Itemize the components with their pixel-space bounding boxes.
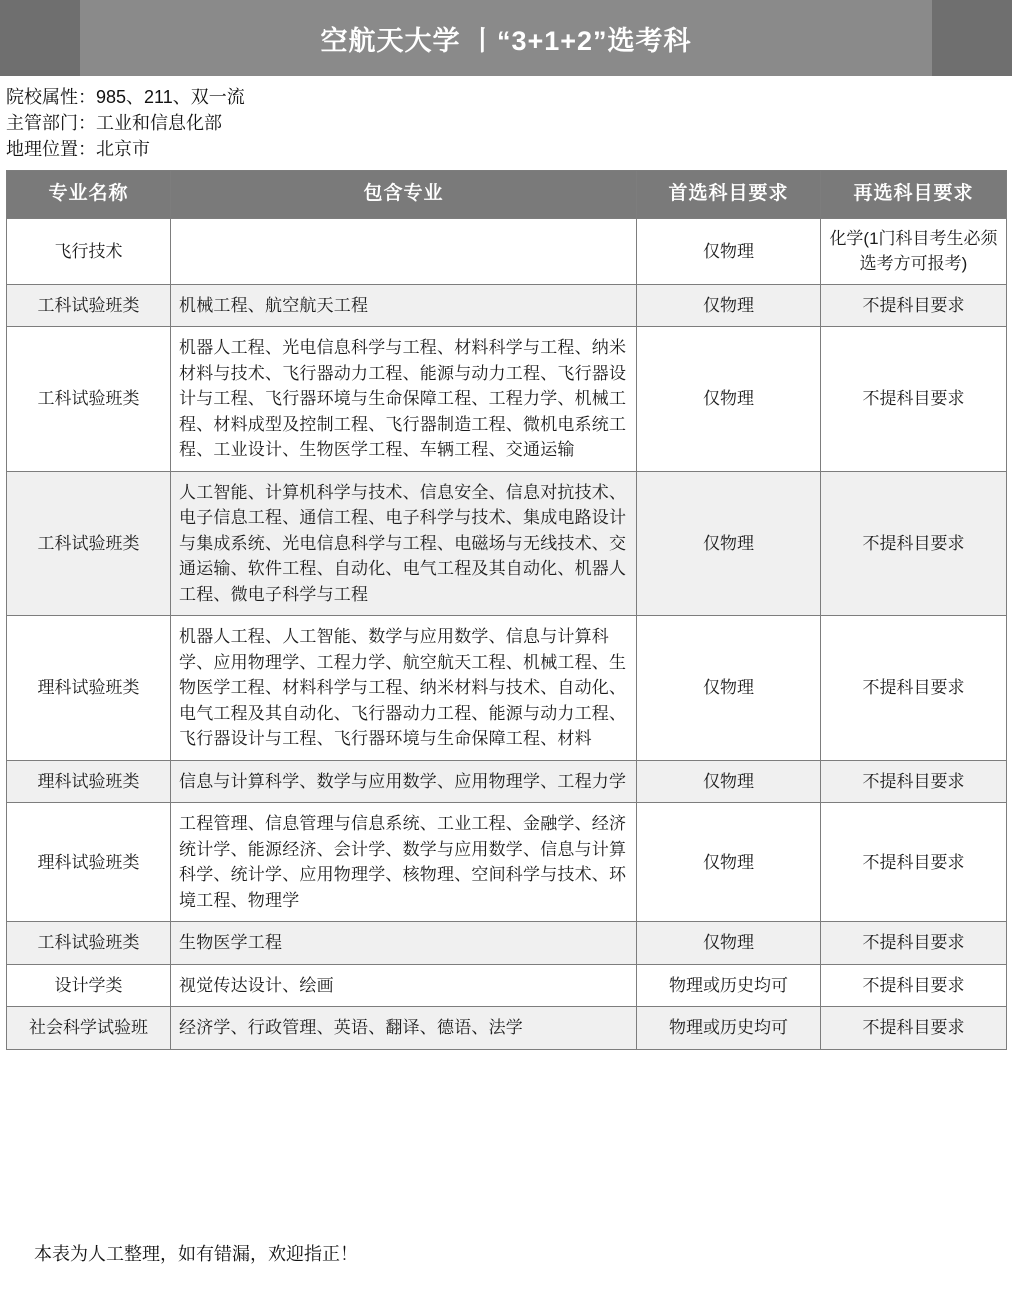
- cell-included: 机器人工程、光电信息科学与工程、材料科学与工程、纳米材料与技术、飞行器动力工程、能源与动力工程、飞行器设计与工程、飞行器环境与生命保障工程、工程力学、机械工程、材料成型及控制工程、飞行器制造工程、微机电系统工程、工业设计、生物医学工程、车辆工程、交通运输: [171, 327, 637, 472]
- table-row: [7, 327, 1007, 472]
- table-row: [7, 1007, 1007, 1050]
- cell-first-subject: 仅物理: [637, 471, 821, 616]
- page-header: [0, 0, 1012, 76]
- cell-included: 经济学、行政管理、英语、翻译、德语、法学: [171, 1007, 637, 1050]
- cell-major: 工科试验班类: [7, 284, 171, 327]
- cell-second-subject: 不提科目要求: [821, 616, 1007, 761]
- cell-included: [171, 218, 637, 284]
- cell-included: 人工智能、计算机科学与技术、信息安全、信息对抗技术、电子信息工程、通信工程、电子科学与技术、集成电路设计与集成系统、光电信息科学与工程、电磁场与无线技术、交通运输、软件工程、自动化、电气工程及其自动化、机器人工程、微电子科学与工程: [171, 471, 637, 616]
- column-header-first-subject: 首选科目要求: [637, 171, 821, 219]
- page-title: 空航天大学 丨“3+1+2”选考科: [320, 25, 692, 56]
- cell-second-subject: 不提科目要求: [821, 803, 1007, 922]
- cell-second-subject: 不提科目要求: [821, 471, 1007, 616]
- meta-line-location: 地理位置：北京市: [6, 139, 150, 160]
- cell-included: 工程管理、信息管理与信息系统、工业工程、金融学、经济统计学、能源经济、会计学、数学与应用数学、信息与计算科学、统计学、应用物理学、核物理、空间科学与技术、环境工程、物理学: [171, 803, 637, 922]
- table-header-row: [7, 171, 1007, 219]
- table-row: [7, 922, 1007, 965]
- table-row: [7, 284, 1007, 327]
- cell-major: 飞行技术: [7, 218, 171, 284]
- cell-second-subject: 不提科目要求: [821, 284, 1007, 327]
- school-meta: [0, 76, 1012, 164]
- footnote: 本表为人工整理，如有错漏，欢迎指正！: [34, 1244, 358, 1264]
- cell-included: 机械工程、航空航天工程: [171, 284, 637, 327]
- cell-second-subject: 不提科目要求: [821, 964, 1007, 1007]
- cell-first-subject: 物理或历史均可: [637, 1007, 821, 1050]
- cell-included: 生物医学工程: [171, 922, 637, 965]
- table-row: [7, 964, 1007, 1007]
- cell-included: 机器人工程、人工智能、数学与应用数学、信息与计算科学、应用物理学、工程力学、航空航天工程、机械工程、生物医学工程、材料科学与工程、纳米材料与技术、自动化、电气工程及其自动化、飞行器动力工程、能源与动力工程、飞行器设计与工程、飞行器环境与生命保障工程、材料: [171, 616, 637, 761]
- cell-first-subject: 仅物理: [637, 327, 821, 472]
- column-header-included: 包含专业: [171, 171, 637, 219]
- table-row: [7, 218, 1007, 284]
- cell-included: 信息与计算科学、数学与应用数学、应用物理学、工程力学: [171, 760, 637, 803]
- column-header-major: 专业名称: [7, 171, 171, 219]
- meta-line-attributes: 院校属性：985、211、双一流: [6, 87, 245, 107]
- cell-major: 理科试验班类: [7, 760, 171, 803]
- cell-second-subject: 不提科目要求: [821, 922, 1007, 965]
- cell-major: 工科试验班类: [7, 327, 171, 472]
- cell-first-subject: 物理或历史均可: [637, 964, 821, 1007]
- cell-second-subject: 不提科目要求: [821, 760, 1007, 803]
- cell-first-subject: 仅物理: [637, 218, 821, 284]
- cell-first-subject: 仅物理: [637, 616, 821, 761]
- table-row: [7, 616, 1007, 761]
- cell-second-subject: 不提科目要求: [821, 1007, 1007, 1050]
- cell-major: 社会科学试验班: [7, 1007, 171, 1050]
- table-row: [7, 760, 1007, 803]
- cell-major: 理科试验班类: [7, 616, 171, 761]
- cell-major: 工科试验班类: [7, 922, 171, 965]
- cell-major: 设计学类: [7, 964, 171, 1007]
- cell-first-subject: 仅物理: [637, 922, 821, 965]
- subject-requirement-table: [6, 170, 1007, 1050]
- cell-first-subject: 仅物理: [637, 760, 821, 803]
- cell-major: 理科试验班类: [7, 803, 171, 922]
- cell-first-subject: 仅物理: [637, 284, 821, 327]
- cell-second-subject: 化学(1门科目考生必须选考方可报考): [821, 218, 1007, 284]
- table-row: [7, 471, 1007, 616]
- table-row: [7, 803, 1007, 922]
- cell-major: 工科试验班类: [7, 471, 171, 616]
- cell-first-subject: 仅物理: [637, 803, 821, 922]
- meta-line-department: 主管部门：工业和信息化部: [6, 113, 222, 134]
- cell-second-subject: 不提科目要求: [821, 327, 1007, 472]
- cell-included: 视觉传达设计、绘画: [171, 964, 637, 1007]
- column-header-second-subject: 再选科目要求: [821, 171, 1007, 219]
